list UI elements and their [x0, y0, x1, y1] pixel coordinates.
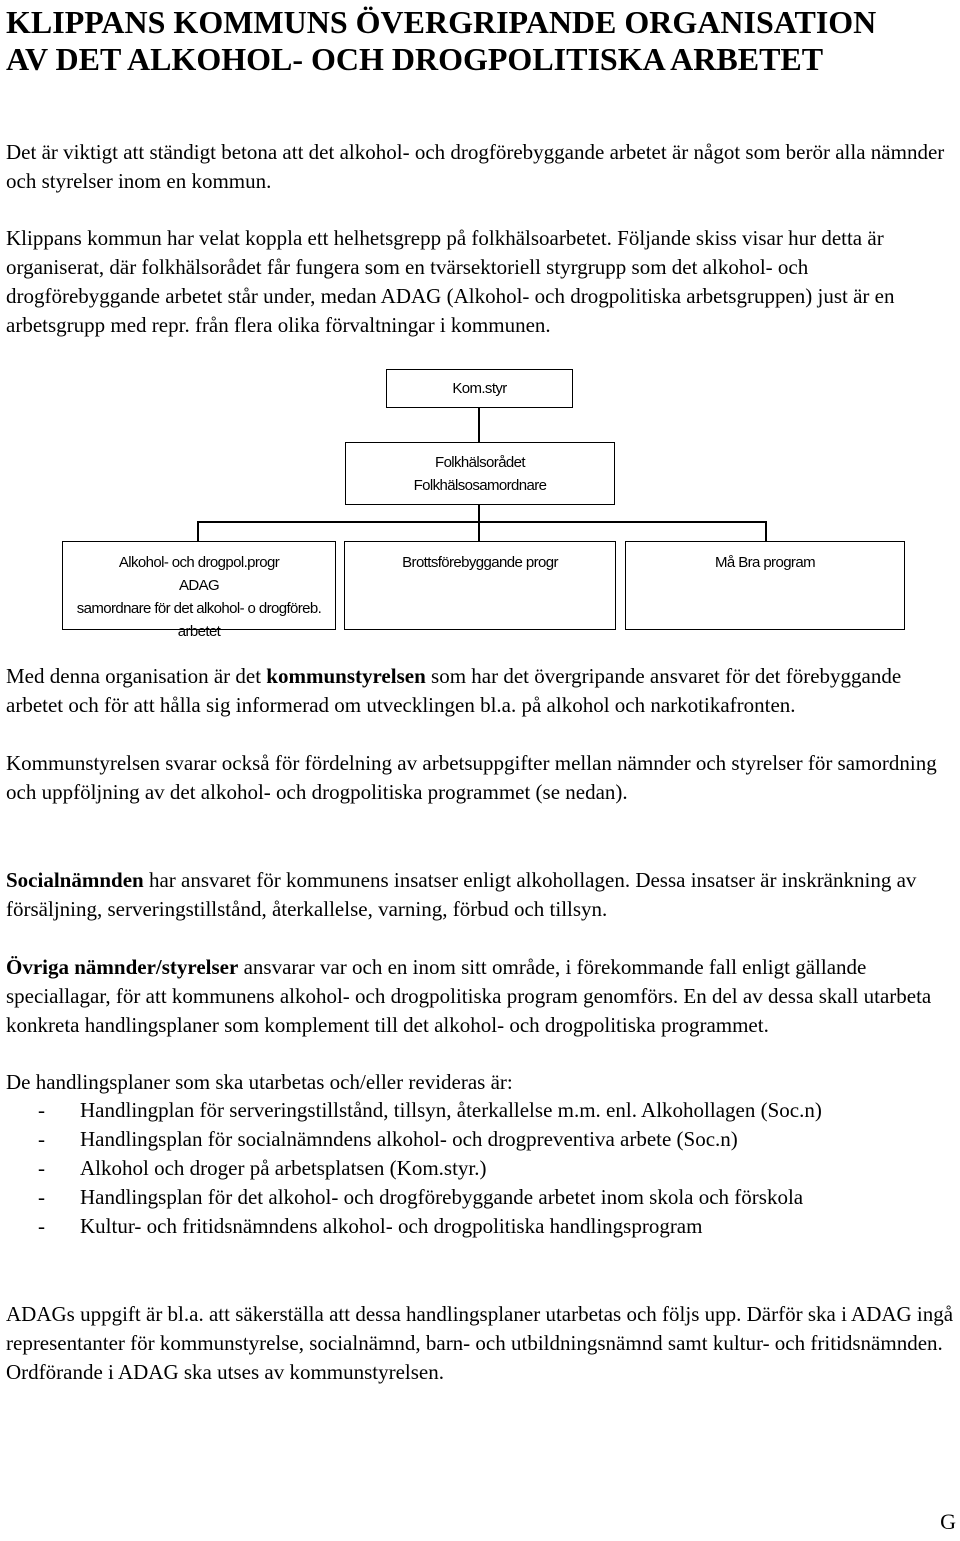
ovriga-namnder-paragraph [6, 953, 954, 1040]
list-item [6, 1125, 954, 1154]
org-box-adag-line1: Alkohol- och drogpol.progr [118, 554, 280, 571]
title-line-1: KLIPPANS KOMMUNS ÖVERGRIPANDE ORGANISATION [6, 4, 877, 40]
corner-mark: G [940, 1509, 956, 1534]
list-item-text: Handlingplan för serveringstillstånd, tillsyn, återkallelse m.m. enl. Alkohollagen (Soc.n) [80, 1098, 822, 1122]
handlingsplaner-intro: De handlingsplaner som ska utarbetas och/eller revideras är: [6, 1070, 513, 1094]
connector-line [478, 521, 480, 541]
text-segment: ansvarar var och en inom sitt område, i förekommande fall enligt gällande speciallagar, för att kommunens alkohol- och drogpolitiska program genomförs. En del av dessa skall utarbeta konkreta handlingsplaner som komplement till det alkohol- och drogpolitiska programmet. [6, 955, 932, 1037]
org-box-ma-bra [625, 541, 905, 630]
connector-line [197, 521, 767, 523]
list-item [6, 1212, 954, 1241]
org-box-brottsforebyggande-label: Brottsförebyggande progr [402, 554, 558, 571]
list-item [6, 1096, 954, 1125]
list-dash: - [38, 1098, 45, 1122]
kommunstyrelsen-duties-paragraph: Kommunstyrelsen svarar också för fördelning av arbetsuppgifter mellan nämnder och styrelser för samordning och uppföljning av det alkohol- och drogpolitiska programmet (se nedan). [6, 751, 937, 804]
connector-line [765, 521, 767, 541]
text-segment: har ansvaret för kommunens insatser enligt alkohollagen. Dessa insatser är inskränkning av försäljning, serveringstillstånd, återkallelse, varning, förbud och tillsyn. [6, 868, 917, 921]
list-item-text: Handlingsplan för det alkohol- och drogförebyggande arbetet inom skola och förskola [80, 1185, 804, 1209]
handlingsplaner-list [6, 1096, 954, 1241]
org-box-brottsforebyggande [344, 541, 616, 630]
list-item-text: Kultur- och fritidsnämndens alkohol- och drogpolitiska handlingsprogram [80, 1214, 703, 1238]
org-box-folkhalsoradet-line1: Folkhälsorådet [435, 454, 525, 471]
org-box-adag [62, 541, 336, 640]
text-segment: som har det övergripande ansvaret för det förebyggande arbetet och för att hålla sig informerad om utvecklingen bl.a. på alkohol och narkotikafronten. [6, 664, 902, 717]
socialnamnden-bold: Socialnämnden [6, 868, 144, 892]
organisation-paragraph: Klippans kommun har velat koppla ett helhetsgrepp på folkhälsoarbetet. Följande skiss visar hur detta är organiserat, där folkhälsorådet får fungera som en tvärsektoriell styrgrupp som det alkohol- och drogförebyggande arbetet står under, medan ADAG (Alkohol- och drogpolitiska arbetsgruppen) just är en arbetsgrupp med repr. från flera olika förvaltningar i kommunen. [6, 226, 895, 337]
list-item [6, 1183, 954, 1212]
org-box-adag-line2: ADAG [178, 577, 220, 594]
list-item-text: Handlingsplan för socialnämndens alkohol- och drogpreventiva arbete (Soc.n) [80, 1127, 738, 1151]
org-box-folkhalsoradet-line2: Folkhälsosamordnare [413, 477, 547, 494]
org-box-ma-bra-label: Må Bra program [715, 554, 815, 571]
org-box-folkhalsoradet [345, 442, 615, 505]
list-item [6, 1154, 954, 1183]
org-box-komstyr-label: Kom.styr [452, 380, 507, 397]
list-dash: - [38, 1214, 45, 1238]
list-dash: - [38, 1156, 45, 1180]
connector-line [197, 521, 199, 541]
list-dash: - [38, 1127, 45, 1151]
org-box-komstyr [386, 369, 573, 408]
list-dash: - [38, 1185, 45, 1209]
connector-line [478, 505, 480, 521]
title-line-2: AV DET ALKOHOL- OCH DROGPOLITISKA ARBETET [6, 41, 824, 77]
list-item-text: Alkohol och droger på arbetsplatsen (Kom.styr.) [80, 1156, 487, 1180]
kommunstyrelsen-paragraph [6, 662, 954, 720]
kommunstyrelsen-bold: kommunstyrelsen [266, 664, 426, 688]
adag-uppgift-paragraph: ADAGs uppgift är bl.a. att säkerställa att dessa handlingsplaner utarbetas och följs upp. Därför ska i ADAG ingå representanter för kommunstyrelse, socialnämnd, barn- och utbildningsnämnd samt kultur- och fritidsnämnden. Ordförande i ADAG ska utses av kommunstyrelsen. [6, 1302, 954, 1384]
text-segment: Med denna organisation är det [6, 664, 267, 688]
socialnamnden-paragraph [6, 866, 954, 924]
document-title [6, 4, 956, 78]
connector-line [478, 408, 480, 442]
intro-paragraph: Det är viktigt att ständigt betona att det alkohol- och drogförebyggande arbetet är något som berör alla nämnder och styrelser inom en kommun. [6, 140, 945, 193]
ovriga-namnder-bold: Övriga nämnder/styrelser [6, 955, 239, 979]
org-box-adag-line3: samordnare för det alkohol- o drogföreb. arbetet [76, 600, 322, 640]
